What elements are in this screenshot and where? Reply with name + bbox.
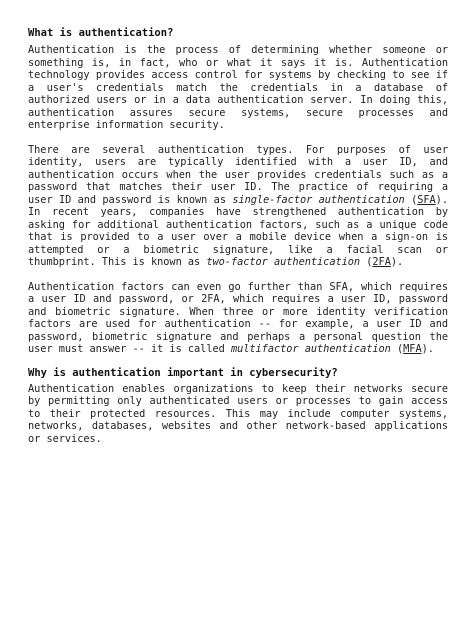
- section-heading-why-important: Why is authentication important in cybersecurity?: [28, 366, 338, 379]
- text-run: ). In recent years, companies have strengthened authentication by asking for additional authentication factors, such as a unique code that is provided to a user over a mobile device when a sign-on is attempted or a biometric signature, like a facial scan or thumbprint. This is known as: [28, 193, 448, 268]
- section-heading-what-is-authentication: What is authentication?: [28, 27, 174, 39]
- abbr-sfa-link[interactable]: SFA: [417, 193, 436, 206]
- abbr-mfa-link[interactable]: MFA: [403, 343, 422, 355]
- text-run: (: [390, 343, 404, 355]
- text-run: There are several authentication types. For purposes of user identity, users are typically identified with a user ID, and authentication occurs when the user provides credentials such as a password that matches their user ID. The practice of requiring a user ID and password is known as: [28, 143, 448, 206]
- paragraph-definition: Authentication is the process of determining whether someone or something is, in fact, who or what it says it is. Authentication technology provides access control for systems by checking to see if a user's credentials match the credentials in a database of authorized users or in a data authentication server. In doing this, authentication assures secure systems, secure processes and enterprise information security.: [28, 44, 448, 131]
- paragraph-importance: Authentication enables organizations to keep their networks secure by permitting only authenticated users or processes to gain access to their protected resources. This may include computer systems, networks, databases, websites and other network-based applications or services.: [28, 382, 448, 445]
- term-two-factor: two-factor authentication: [206, 256, 361, 268]
- term-single-factor: single-factor authentication: [232, 193, 405, 206]
- paragraph-multifactor: [28, 281, 448, 356]
- text-run: ).: [421, 343, 434, 355]
- paragraph-authentication-types: [28, 144, 448, 269]
- text-run: ).: [390, 256, 404, 268]
- text-run: (: [404, 193, 418, 206]
- term-multifactor: multifactor authentication: [230, 343, 391, 355]
- abbr-2fa-link[interactable]: 2FA: [372, 256, 391, 268]
- text-run: Authentication factors can even go further than SFA, which requires a user ID and password, or 2FA, which requires a user ID, password and biometric signature. When three or more identity verification factors are used for authentication -- for example, a user ID and password, biometric signature and perhaps a personal question the user must answer -- it is called: [28, 280, 448, 355]
- text-run: (: [360, 256, 373, 268]
